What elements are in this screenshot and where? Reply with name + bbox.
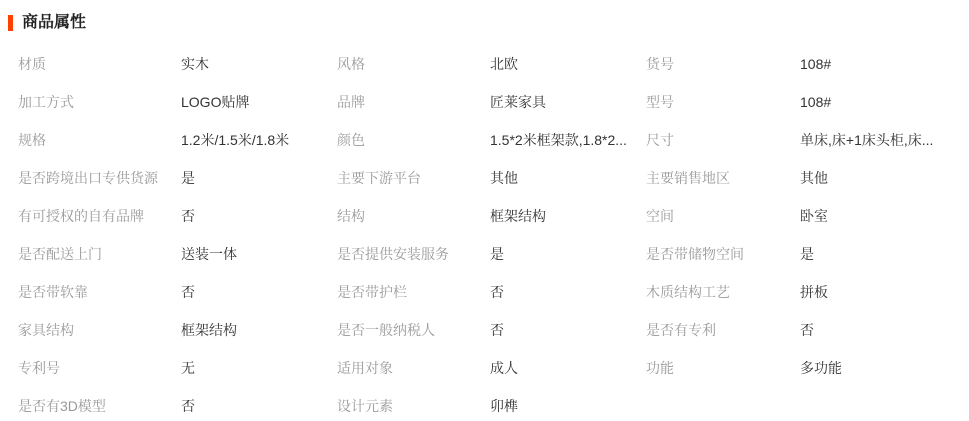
attribute-value: 卯榫 [490, 397, 518, 414]
attribute-cell [337, 235, 646, 273]
attribute-value: 否 [181, 283, 195, 300]
attribute-value: 否 [490, 321, 504, 338]
attribute-value: 无 [181, 359, 195, 376]
attribute-label: 木质结构工艺 [646, 283, 730, 300]
attribute-value: 成人 [490, 359, 518, 376]
attribute-value: LOGO贴牌 [181, 93, 250, 110]
attribute-label: 是否带护栏 [337, 283, 407, 300]
attribute-value: 1.2米/1.5米/1.8米 [181, 131, 290, 148]
accent-bar-icon [8, 15, 13, 31]
attribute-label: 是否带储物空间 [646, 245, 744, 262]
attribute-value: 否 [181, 207, 195, 224]
attribute-cell [646, 159, 969, 197]
attribute-cell [337, 45, 646, 83]
attribute-cell [0, 311, 337, 349]
attribute-label: 是否一般纳税人 [337, 321, 435, 338]
attribute-label: 型号 [646, 93, 674, 110]
attribute-value: 是 [800, 245, 814, 262]
attribute-label: 设计元素 [337, 397, 393, 414]
page-title: 商品属性 [22, 14, 87, 31]
attribute-value: 否 [181, 397, 195, 414]
attribute-label: 是否带软靠 [18, 283, 88, 300]
attribute-label: 有可授权的自有品牌 [18, 207, 144, 224]
attribute-value: 其他 [800, 169, 828, 186]
attribute-label: 是否配送上门 [18, 245, 102, 262]
attribute-cell [337, 311, 646, 349]
attribute-value: 否 [800, 321, 814, 338]
attribute-cell [337, 159, 646, 197]
attribute-cell [0, 273, 337, 311]
attribute-label: 家具结构 [18, 321, 74, 338]
attribute-cell [646, 121, 969, 159]
attribute-label: 主要下游平台 [337, 169, 421, 186]
attribute-cell [337, 273, 646, 311]
attribute-label: 颜色 [337, 131, 365, 148]
attribute-label: 是否有专利 [646, 321, 716, 338]
attribute-cell [646, 197, 969, 235]
attribute-label: 品牌 [337, 93, 365, 110]
attribute-label: 适用对象 [337, 359, 393, 376]
attribute-value: 1.5*2米框架款,1.8*2... [490, 131, 627, 148]
section-header [0, 0, 969, 34]
attribute-value: 框架结构 [490, 207, 546, 224]
attribute-cell [646, 311, 969, 349]
attribute-value: 框架结构 [181, 321, 237, 338]
attribute-cell [646, 83, 969, 121]
attribute-label: 空间 [646, 207, 674, 224]
attribute-label: 货号 [646, 55, 674, 72]
attribute-cell [0, 121, 337, 159]
attribute-cell [337, 387, 646, 421]
attribute-label: 功能 [646, 359, 674, 376]
attribute-value: 是 [490, 245, 504, 262]
attribute-label: 主要销售地区 [646, 169, 730, 186]
attribute-label: 是否提供安装服务 [337, 245, 449, 262]
attribute-cell [646, 349, 969, 387]
attribute-cell [0, 45, 337, 83]
attribute-label: 专利号 [18, 359, 60, 376]
attribute-value: 108# [800, 93, 832, 110]
attributes-grid [0, 45, 969, 421]
attribute-cell [646, 45, 969, 83]
attribute-cell [0, 83, 337, 121]
attribute-cell [337, 197, 646, 235]
attribute-cell [337, 349, 646, 387]
attribute-value: 北欧 [490, 55, 518, 72]
attribute-value: 108# [800, 55, 832, 72]
attribute-value: 卧室 [800, 207, 828, 224]
attribute-label: 是否有3D模型 [18, 397, 106, 414]
attribute-label: 结构 [337, 207, 365, 224]
attribute-label: 材质 [18, 55, 46, 72]
attribute-cell [0, 387, 337, 421]
attribute-cell [0, 235, 337, 273]
attribute-cell [337, 83, 646, 121]
attribute-cell [0, 349, 337, 387]
attribute-value: 实木 [181, 55, 209, 72]
attribute-label: 风格 [337, 55, 365, 72]
attribute-label: 是否跨境出口专供货源 [18, 169, 158, 186]
attribute-cell [646, 235, 969, 273]
attribute-cell [337, 121, 646, 159]
attribute-value: 单床,床+1床头柜,床... [800, 131, 934, 148]
attribute-value: 是 [181, 169, 195, 186]
attribute-value: 匠莱家具 [490, 93, 546, 110]
attribute-cell [0, 159, 337, 197]
attribute-label: 加工方式 [18, 93, 74, 110]
attribute-value: 多功能 [800, 359, 842, 376]
attribute-value: 拼板 [800, 283, 828, 300]
attribute-label: 规格 [18, 131, 46, 148]
attribute-cell [646, 273, 969, 311]
attribute-value: 否 [490, 283, 504, 300]
attribute-label: 尺寸 [646, 131, 674, 148]
attribute-cell [0, 197, 337, 235]
attribute-value: 送装一体 [181, 245, 237, 262]
attribute-value: 其他 [490, 169, 518, 186]
